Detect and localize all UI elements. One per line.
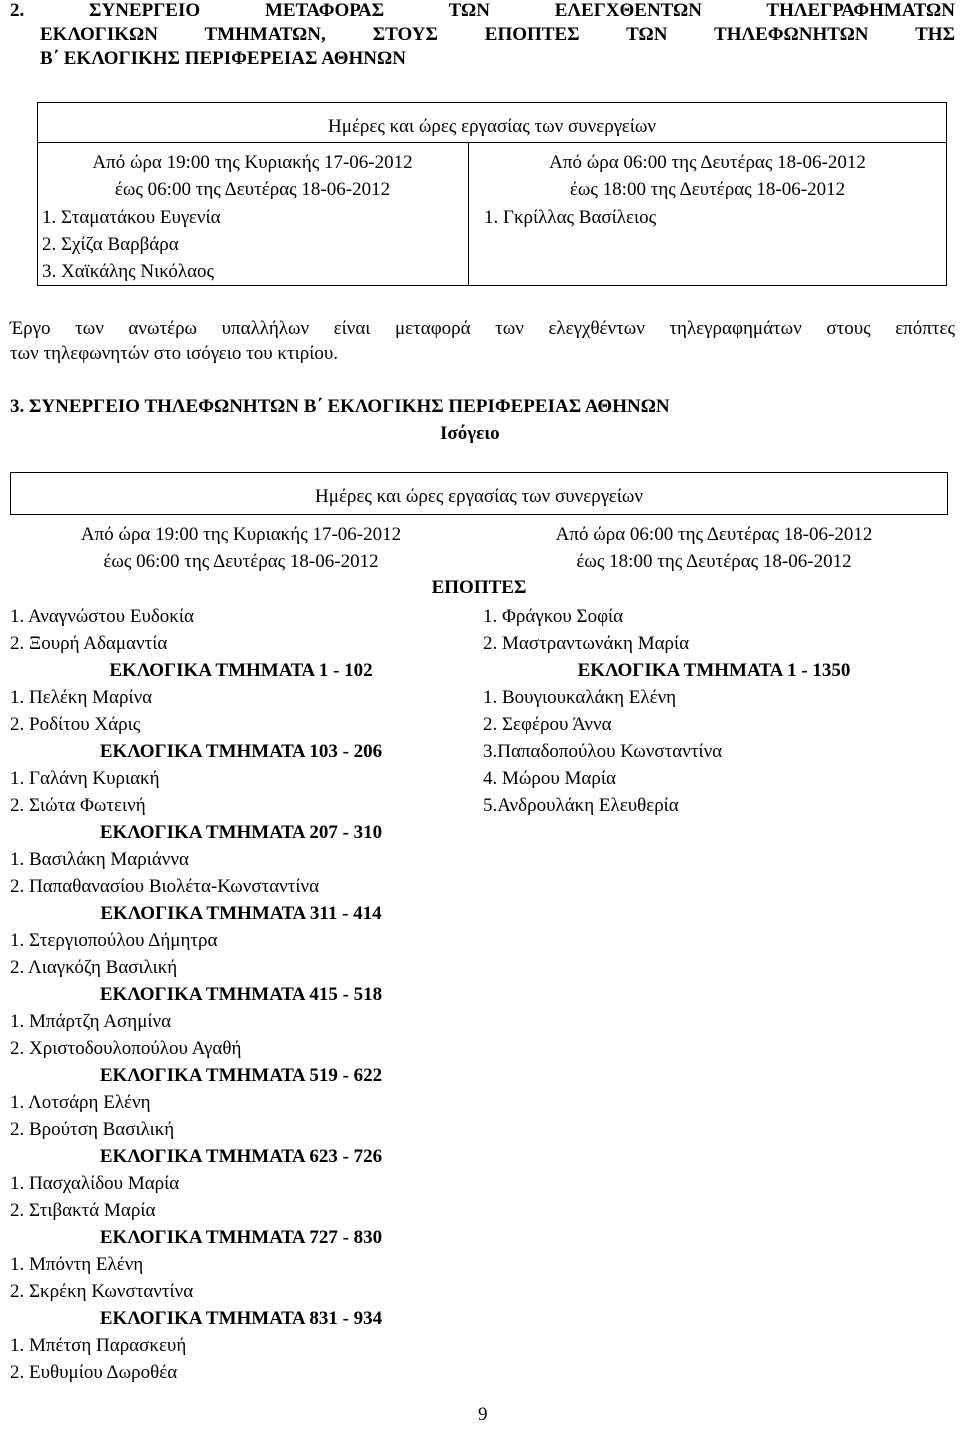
list-item: 1. Πελέκη Μαρίνα <box>10 687 153 708</box>
group-title: ΕΚΛΟΓΙΚΑ ΤΜΗΜΑΤΑ 1 - 102 <box>109 660 373 681</box>
list-item: 1. Σταματάκου Ευγενία <box>42 207 221 228</box>
list-item: 1. Βουγιουκαλάκη Ελένη <box>483 687 677 708</box>
list-item: 1. Αναγνώστου Ευδοκία <box>10 606 194 627</box>
list-item: 1. Μπάρτζη Ασημίνα <box>10 1011 172 1032</box>
section3-subheading: Ισόγειο <box>440 423 500 444</box>
list-item: 2. Σεφέρου Άννα <box>483 714 612 735</box>
section3-left-shift-line2: έως 06:00 της Δευτέρας 18-06-2012 <box>103 551 379 572</box>
section2-table-header: Ημέρες και ώρες εργασίας των συνεργείων <box>328 116 656 137</box>
section2-left-shift-line2: έως 06:00 της Δευτέρας 18-06-2012 <box>114 179 391 200</box>
list-item: 3.Παπαδοπούλου Κωνσταντίνα <box>483 741 723 762</box>
group-title: ΕΚΛΟΓΙΚΑ ΤΜΗΜΑΤΑ 727 - 830 <box>99 1227 383 1248</box>
group-title: ΕΚΛΟΓΙΚΑ ΤΜΗΜΑΤΑ 311 - 414 <box>100 903 382 924</box>
list-item: 1. Βασιλάκη Μαριάννα <box>10 849 189 870</box>
group-title: ΕΚΛΟΓΙΚΑ ΤΜΗΜΑΤΑ 103 - 206 <box>99 741 383 762</box>
section2-heading-line1: 2. ΣΥΝΕΡΓΕΙΟ ΜΕΤΑΦΟΡΑΣ ΤΩΝ ΕΛΕΓΧΘΕΝΤΩΝ ΤΗΛΕΓΡΑΦΗΜΑΤΩΝ <box>10 0 955 21</box>
list-item: 2. Σχίζα Βαρβάρα <box>42 234 179 255</box>
section3-right-shift-line2: έως 18:00 της Δευτέρας 18-06-2012 <box>576 551 852 572</box>
list-item: 2. Παπαθανασίου Βιολέτα-Κωνσταντίνα <box>10 876 320 897</box>
section2-right-shift-line1: Από ώρα 06:00 της Δευτέρας 18-06-2012 <box>549 152 866 173</box>
list-item: 2. Βρούτση Βασιλική <box>10 1119 175 1140</box>
list-item: 2. Ευθυμίου Δωροθέα <box>10 1362 178 1383</box>
section2-left-shift-line1: Από ώρα 19:00 της Κυριακής 17-06-2012 <box>92 152 413 173</box>
list-item: 2. Σιώτα Φωτεινή <box>10 795 146 816</box>
section2-description-line2: των τηλεφωνητών στο ισόγειο του κτιρίου. <box>10 343 338 364</box>
group-title: ΕΚΛΟΓΙΚΑ ΤΜΗΜΑΤΑ 519 - 622 <box>99 1065 383 1086</box>
section2-heading-line3: Β΄ ΕΚΛΟΓΙΚΗΣ ΠΕΡΙΦΕΡΕΙΑΣ ΑΘΗΝΩΝ <box>40 48 406 69</box>
list-item: 1. Μπέτση Παρασκευή <box>10 1335 187 1356</box>
list-item: 2. Λιαγκόζη Βασιλική <box>10 957 178 978</box>
group-title: ΕΚΛΟΓΙΚΑ ΤΜΗΜΑΤΑ 1 - 1350 <box>577 660 851 681</box>
list-item: 1. Λοτσάρη Ελένη <box>10 1092 151 1113</box>
list-item: 1. Γκρίλλας Βασίλειος <box>484 207 657 228</box>
list-item: 1. Πασχαλίδου Μαρία <box>10 1173 180 1194</box>
page-number: 9 <box>478 1404 488 1425</box>
list-item: 2. Ροδίτου Χάρις <box>10 714 141 735</box>
list-item: 2. Μαστραντωνάκη Μαρία <box>483 633 690 654</box>
section3-left-shift-line1: Από ώρα 19:00 της Κυριακής 17-06-2012 <box>80 524 402 545</box>
section3-table-header-border <box>10 514 948 515</box>
list-item: 3. Χαϊκάλης Νικόλαος <box>42 261 215 282</box>
group-title: ΕΚΛΟΓΙΚΑ ΤΜΗΜΑΤΑ 207 - 310 <box>99 822 383 843</box>
group-title: ΕΚΛΟΓΙΚΑ ΤΜΗΜΑΤΑ 415 - 518 <box>99 984 383 1005</box>
group-title: ΕΚΛΟΓΙΚΑ ΤΜΗΜΑΤΑ 623 - 726 <box>99 1146 383 1167</box>
list-item: 1. Φράγκου Σοφία <box>483 606 624 627</box>
section3-table-header: Ημέρες και ώρες εργασίας των συνεργείων <box>315 486 643 507</box>
list-item: 1. Μπόντη Ελένη <box>10 1254 144 1275</box>
section2-description-line1: Έργο των ανωτέρω υπαλλήλων είναι μεταφορά των ελεγχθέντων τηλεγραφημάτων στους επόπτες <box>10 318 955 339</box>
list-item: 5.Ανδρουλάκη Ελευθερία <box>483 795 679 816</box>
list-item: 2. Χριστοδουλοπούλου Αγαθή <box>10 1038 242 1059</box>
section3-heading: 3. ΣΥΝΕΡΓΕΙΟ ΤΗΛΕΦΩΝΗΤΩΝ Β΄ ΕΚΛΟΓΙΚΗΣ ΠΕΡΙΦΕΡΕΙΑΣ ΑΘΗΝΩΝ <box>10 396 670 417</box>
section2-heading-line2: ΕΚΛΟΓΙΚΩΝ ΤΜΗΜΑΤΩΝ, ΣΤΟΥΣ ΕΠΟΠΤΕΣ ΤΩΝ ΤΗΛΕΦΩΝΗΤΩΝ ΤΗΣ <box>40 24 955 45</box>
list-item: 1. Στεργιοπούλου Δήμητρα <box>10 930 218 951</box>
list-item: 2. Στιβακτά Μαρία <box>10 1200 156 1221</box>
supervisors-label: ΕΠΟΠΤΕΣ <box>431 577 527 598</box>
section2-right-shift-line2: έως 18:00 της Δευτέρας 18-06-2012 <box>569 179 846 200</box>
section2-table-divider <box>37 142 947 143</box>
section3-table-top-border <box>10 472 948 473</box>
list-item: 2. Ξουρή Αδαμαντία <box>10 633 168 654</box>
group-title: ΕΚΛΟΓΙΚΑ ΤΜΗΜΑΤΑ 831 - 934 <box>99 1308 383 1329</box>
list-item: 2. Σκρέκη Κωνσταντίνα <box>10 1281 194 1302</box>
list-item: 1. Γαλάνη Κυριακή <box>10 768 160 789</box>
list-item: 4. Μώρου Μαρία <box>483 768 616 789</box>
section3-right-shift-line1: Από ώρα 06:00 της Δευτέρας 18-06-2012 <box>555 524 873 545</box>
